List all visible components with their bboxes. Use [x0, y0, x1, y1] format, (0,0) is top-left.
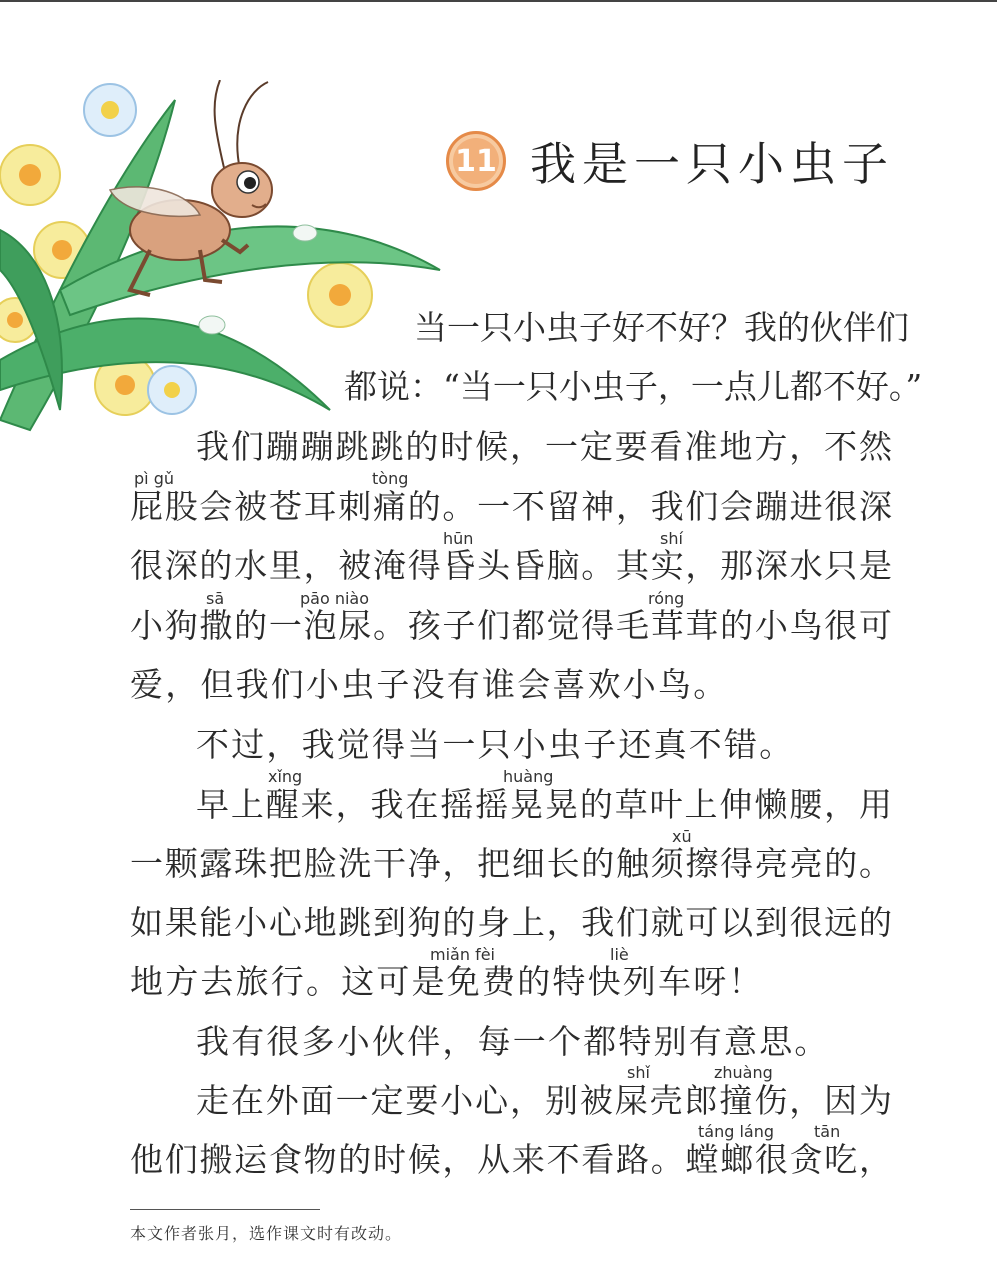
- text-line: 都说：“当一只小虫子，一点儿都不好。”: [344, 367, 923, 406]
- pinyin-rong: róng: [648, 589, 685, 608]
- pinyin-lie: liè: [610, 945, 629, 964]
- pinyin-xing: xǐng: [268, 767, 303, 786]
- text-line: 很深的水里，被淹得昏头昏脑。其实，那深水只是: [130, 546, 892, 585]
- text-line: 我有很多小伙伴，每一个都特别有意思。: [196, 1022, 830, 1061]
- pinyin-tan: tān: [814, 1122, 841, 1141]
- pinyin-paoniao: pāo niào: [300, 589, 370, 608]
- pinyin-shi-dung: shǐ: [627, 1063, 650, 1082]
- pinyin-pigu: pì gǔ: [134, 469, 174, 488]
- footnote-divider: [130, 1209, 320, 1210]
- text-line: 当一只小虫子好不好？我的伙伴们: [414, 308, 909, 347]
- lesson-title: 我是一只小虫子: [530, 137, 894, 191]
- text-line: 一颗露珠把脸洗干净，把细长的触须擦得亮亮的。: [130, 844, 892, 883]
- text-line: 爱，但我们小虫子没有谁会喜欢小鸟。: [130, 665, 729, 704]
- pinyin-huang: huàng: [503, 767, 554, 786]
- lesson-number-badge: 11: [446, 131, 506, 191]
- pinyin-shi-real: shí: [660, 529, 683, 548]
- lesson-heading: [446, 128, 894, 194]
- text-line: 地方去旅行。这可是免费的特快列车呀！: [130, 962, 764, 1001]
- pinyin-sa: sā: [206, 589, 225, 608]
- top-border: [0, 0, 997, 2]
- text-line: 不过，我觉得当一只小虫子还真不错。: [196, 725, 795, 764]
- pinyin-mianfei: miǎn fèi: [430, 945, 495, 964]
- pinyin-tanglang: táng láng: [698, 1122, 775, 1141]
- pinyin-zhuang: zhuàng: [714, 1063, 773, 1082]
- pinyin-hun: hūn: [443, 529, 474, 548]
- text-line: 小狗撒的一泡尿。孩子们都觉得毛茸茸的小鸟很可: [130, 606, 892, 645]
- text-line: 如果能小心地跳到狗的身上，我们就可以到很远的: [130, 903, 892, 942]
- pinyin-xu: xū: [672, 827, 692, 846]
- footnote: 本文作者张月，选作课文时有改动。: [130, 1224, 403, 1243]
- text-line: 屁股会被苍耳刺痛的。一不留神，我们会蹦进很深: [130, 487, 892, 526]
- text-line: 他们搬运食物的时候，从来不看路。螳螂很贪吃，: [130, 1140, 892, 1179]
- text-line: 早上醒来，我在摇摇晃晃的草叶上伸懒腰，用: [196, 785, 892, 824]
- text-line: 走在外面一定要小心，别被屎壳郎撞伤，因为: [196, 1081, 892, 1120]
- text-line: 我们蹦蹦跳跳的时候，一定要看准地方，不然: [196, 427, 892, 466]
- pinyin-tong: tòng: [372, 469, 409, 488]
